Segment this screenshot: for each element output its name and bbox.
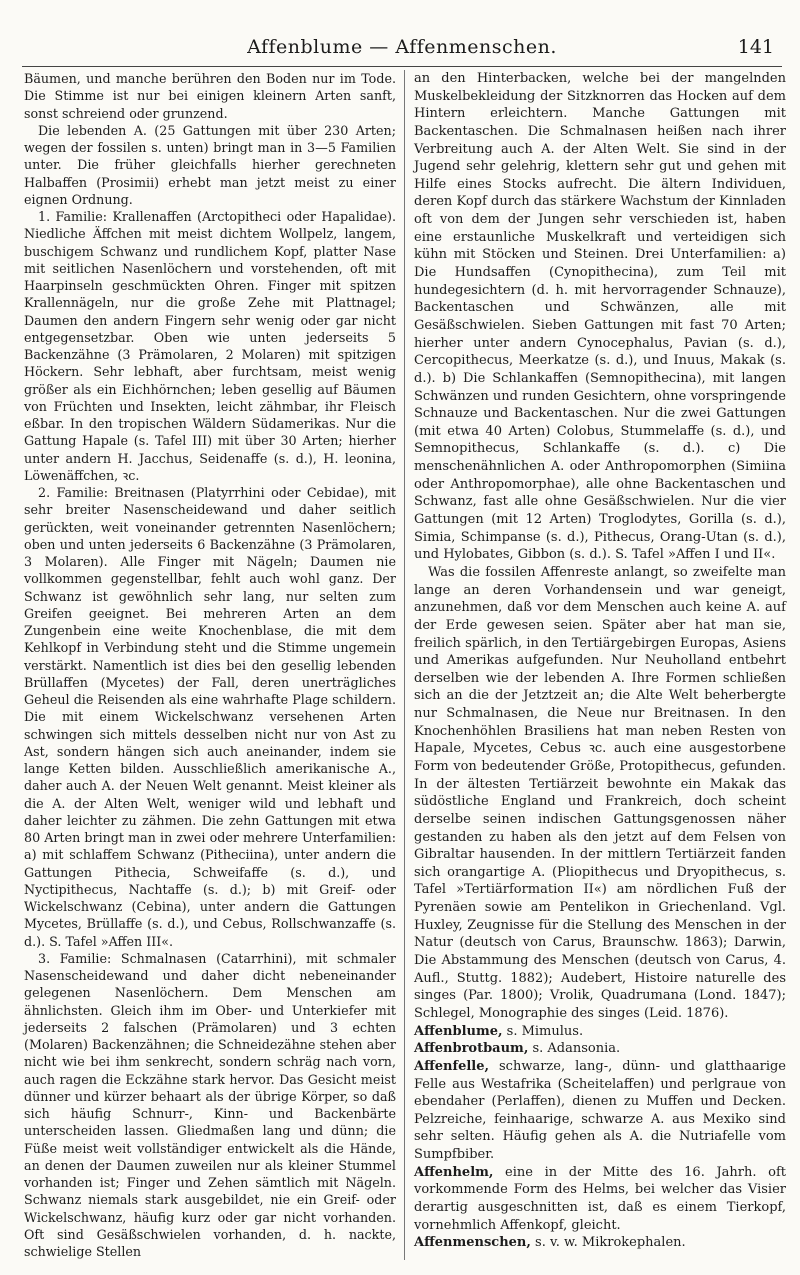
entry-headword: Affenhelm, (414, 1164, 494, 1180)
dictionary-entry (414, 1234, 786, 1252)
entry-headword: Affenfelle, (414, 1058, 490, 1074)
column-divider (404, 70, 405, 1260)
dictionary-entry (414, 1023, 786, 1041)
entry-headword: Affenbrotbaum, (414, 1041, 529, 1057)
right-column (414, 70, 786, 1252)
entry-headword: Affenmenschen, (414, 1235, 531, 1251)
paragraph: 2. Familie: Breitnasen (Platyrrhini oder Cebidae), mit sehr breiter Nasenscheidewand und daher seitlich gerückten, weit voneinander getrennten Nasenlöchern; oben und unten jederseits 6 Backenzähne (3 Prämolaren, 3 Molaren). Alle Finger mit Nägeln; Daumen nie vollkommen gegenstellbar, fehlt auch wohl ganz. Der Schwanz ist gewöhnlich sehr lang, nur selten zum Greifen geeignet. Bei mehreren Arten an dem Zungenbein eine weite Knochenblase, die mit dem Kehlkopf in Verbindung steht und die Stimme ungemein verstärkt. Namentlich ist dies bei den gesellig lebenden Brüllaffen (Mycetes) der Fall, deren unerträgliches Geheul die Reisenden als eine wahrhafte Plage schildern. Die mit einem Wickelschwanz versehenen Arten schwingen sich mittels desselben nicht nur von Ast zu Ast, sondern hängen sich auch aneinander, indem sie lange Ketten bilden. Ausschließlich amerikanische A., daher auch A. der Neuen Welt genannt. Meist kleiner als die A. der Alten Welt, weniger wild und lebhaft und daher leichter zu zähmen. Die zehn Gattungen mit etwa 80 Arten bringt man in zwei oder mehrere Unterfamilien: a) mit schlaffem Schwanz (Pitheciina), unter andern die Gattungen Pithecia, Schweifaffe (s. d.), und Nyctipithecus, Nachtaffe (s. d.); b) mit Greif- oder Wickelschwanz (Cebina), unter andern die Gattungen Mycetes, Brüllaffe (s. d.), und Cebus, Rollschwanzaffe (s. d.). S. Tafel »Affen III«. (24, 485, 396, 949)
dictionary-entry (414, 1040, 786, 1058)
entry-text: s. Adansonia. (528, 1041, 621, 1057)
entry-text: schwarze, lang-, dünn- und glatthaarige Felle aus Westafrika (Scheitelaffen) und perlgraue von ebendaher (Perlaffen), dienen zu Muffen und Decken. Pelzreiche, feinhaarige, schwarze A. aus Mexiko sind sehr selten. Häufig gehen als A. die Nutriafelle vom Sumpfbiber. (414, 1058, 786, 1163)
paragraph: Was die fossilen Affenreste anlangt, so zweifelte man lange an deren Vorhandensein und war geneigt, anzunehmen, daß vor dem Menschen auch keine A. auf der Erde gewesen seien. Später aber hat man sie, freilich spärlich, in den Tertiärgebirgen Europas, Asiens und Amerikas aufgefunden. Nur Neuholland entbehrt derselben wie der lebenden A. Ihre Formen schließen sich an die der Jetztzeit an; die Alte Welt beherbergte nur Schmalnasen, die Neue nur Breitnasen. In den Knochenhöhlen Brasiliens hat man neben Resten von Hapale, Mycetes, Cebus ꝛc. auch eine ausgestorbene Form von bedeutender Größe, Protopithecus, gefunden. In der ältesten Tertiärzeit bewohnte ein Makak das südöstliche England und Frankreich, doch scheint derselbe seinen indischen Gattungsgenossen näher gestanden zu haben als den jetzt auf dem Felsen von Gibraltar hausenden. In der mittlern Tertiärzeit fanden sich orangartige A. (Pliopithecus und Dryopithecus, s. Tafel »Tertiärformation II«) am nördlichen Fuß der Pyrenäen sowie am Pentelikon in Griechenland. Vgl. Huxley, Zeugnisse für die Stellung des Menschen in der Natur (deutsch von Carus, Braunschw. 1863); Darwin, Die Abstammung des Menschen (deutsch von Carus, 4. Aufl., Stuttg. 1882); Audebert, Histoire naturelle des singes (Par. 1800); Vrolik, Quadrumana (Lond. 1847); Schlegel, Monographie des singes (Leid. 1876). (414, 564, 786, 1021)
paragraph: 3. Familie: Schmalnasen (Catarrhini), mit schmaler Nasenscheidewand und daher dicht nebeneinander gelegenen Nasenlöchern. Dem Menschen am ähnlichsten. Gleich ihm im Ober- und Unterkiefer mit jederseits 2 falschen (Prämolaren) und 3 echten (Molaren) Backenzähnen; die Schneidezähne stehen aber nicht wie bei ihm senkrecht, sondern schräg nach vorn, auch ragen die Eckzähne stark hervor. Das Gesicht meist dünner und kürzer behaart als der übrige Körper, so daß sich häufig Schnurr-, Kinn- und Backenbärte unterscheiden lassen. Gliedmaßen lang und dünn; die Füße meist weit vollständiger entwickelt als die Hände, an denen der Daumen zuweilen nur als kleiner Stummel vorhanden ist; Finger und Zehen sämtlich mit Nägeln. Schwanz niemals stark ausgebildet, nie ein Greif- oder Wickelschwanz, häufig kurz oder gar nicht vorhanden. Oft sind Gesäßschwielen vorhanden, d. h. nackte, schwielige Stellen (24, 950, 396, 1259)
dictionary-entry (414, 1058, 786, 1164)
paragraph: 1. Familie: Krallenaffen (Arctopitheci oder Hapalidae). Niedliche Äffchen mit meist dichtem Wollpelz, langem, buschigem Schwanz und rundlichem Kopf, platter Nase mit seitlichen Nasenlöchern und vorstehenden, oft mit Haarpinseln geschmückten Ohren. Finger mit spitzen Krallennägeln, nur die große Zehe mit Plattnagel; Daumen den andern Fingern sehr wenig oder gar nicht entgegensetzbar. Oben wie unten jederseits 5 Backenzähne (3 Prämolaren, 2 Molaren) mit spitzigen Höckern. Sehr lebhaft, aber furchtsam, meist wenig größer als ein Eichhörnchen; leben gesellig auf Bäumen von Früchten und Insekten, leicht zähmbar, ihr Fleisch eßbar. In den tropischen Wäldern Südamerikas. Nur die Gattung Hapale (s. Tafel III) mit über 30 Arten; hierher unter andern H. Jacchus, Seidenaffe (s. d.), H. leonina, Löwenäffchen, ꝛc. (24, 209, 396, 483)
header-rule (22, 66, 782, 67)
running-title: Affenblume — Affenmenschen. (247, 36, 557, 58)
entry-headword: Affenblume, (414, 1023, 503, 1039)
dictionary-entry (414, 1164, 786, 1235)
entry-text: eine in der Mitte des 16. Jahrh. oft vorkommende Form des Helms, bei welcher das Visier derartig ausgeschnitten ist, daß es einem Tierkopf, vornehmlich Affenkopf, gleicht. (414, 1164, 786, 1233)
page-number: 141 (737, 36, 774, 58)
entry-text: s. Mimulus. (502, 1023, 584, 1039)
entry-text: s. v. w. Mikrokephalen. (530, 1235, 686, 1251)
paragraph: an den Hinterbacken, welche bei der mangelnden Muskelbekleidung der Sitzknorren das Hocken auf dem Hintern erleichtern. Manche Gattungen mit Backentaschen. Die Schmalnasen heißen nach ihrer Verbreitung auch A. der Alten Welt. Sie sind in der Jugend sehr gelehrig, klettern sehr gut und gehen mit Hilfe eines Stocks aufrecht. Die ältern Individuen, deren Kopf durch das stärkere Wachstum der Kinnladen oft von dem der Jungen sehr verschieden ist, haben eine erstaunliche Muskelkraft und verteidigen sich kühn mit Stöcken und Steinen. Drei Unterfamilien: a) Die Hundsaffen (Cynopithecina), zum Teil mit hundegesichtern (d. h. mit hervorragender Schnauze), Backentaschen und Schwänzen, alle mit Gesäßschwielen. Sieben Gattungen mit fast 70 Arten; hierher unter andern Cynocephalus, Pavian (s. d.), Cercopithecus, Meerkatze (s. d.), und Inuus, Makak (s. d.). b) Die Schlankaffen (Semnopithecina), mit langen Schwänzen und runden Gesichtern, ohne vorspringende Schnauze und Backentaschen. Nur die zwei Gattungen (mit etwa 40 Arten) Colobus, Stummelaffe (s. d.), und Semnopithecus, Schlankaffe (s. d.). c) Die menschenähnlichen A. oder Anthropomorphen (Simiina oder Anthropomorphae), alle ohne Backentaschen und Schwanz, fast alle ohne Gesäßschwielen. Nur die vier Gattungen (mit 12 Arten) Troglodytes, Gorilla (s. d.), Simia, Schimpanse (s. d.), Pithecus, Orang-Utan (s. d.), und Hylobates, Gibbon (s. d.). S. Tafel »Affen I und II«. (414, 71, 786, 563)
paragraph: Bäumen, und manche berühren den Boden nur im Tode. Die Stimme ist nur bei einigen kleinern Arten sanft, sonst schreiend oder grunzend. (24, 71, 396, 121)
left-column (24, 70, 396, 1260)
paragraph: Die lebenden A. (25 Gattungen mit über 230 Arten; wegen der fossilen s. unten) bringt man in 3—5 Familien unter. Die früher gleichfalls hierher gerechneten Halbaffen (Prosimii) erhebt man jetzt meist zu einer eignen Ordnung. (24, 122, 396, 207)
page-header (22, 34, 782, 64)
